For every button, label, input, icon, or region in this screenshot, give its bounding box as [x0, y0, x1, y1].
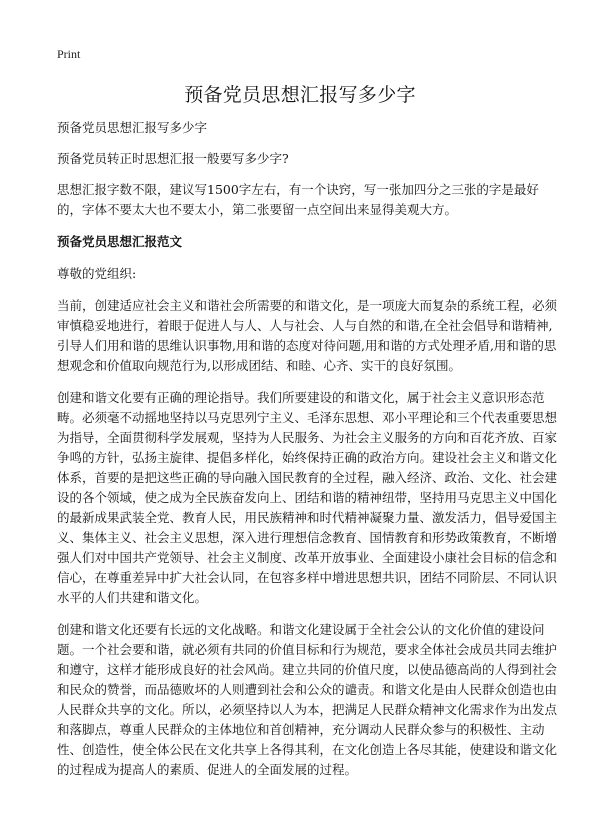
page-title: 预备党员思想汇报写多少字	[184, 84, 416, 106]
letter-greeting: 尊敬的党组织:	[57, 266, 137, 281]
paragraph-3: 创建和谐文化还要有长远的文化战略。和谐文化建设属于全社会公认的文化价值的建设问题。一个社会要和谐，就必须有共同的价值目标和行为规范，要求全体社会成员共同去维护和遵守，这样才能形成良好的社会风尚。建立共同的价值尺度，以使品德高尚的人得到社会和民众的赞誉，而品德败坏的人则遭到社会和公众的谴责。和谐文化是由人民群众创造也由人民群众共享的文化。所以，必须坚持以人为本，把满足人民群众精神文化需求作为出发点和落脚点，尊重人民群众的主体地位和首创精神，充分调动人民群众参与的积极性、主动性、创造性，使全体公民在文化共享上各得其利，在文化创造上各尽其能，使建设和谐文化的过程成为提高人的素质、促进人的全面发展的过程。	[57, 622, 558, 777]
article-body	[57, 118, 557, 792]
print-link[interactable]: Print	[57, 47, 81, 61]
paragraph-1: 当前，创建适应社会主义和谐社会所需要的和谐文化，是一项庞大而复杂的系统工程，必须审慎稳妥地进行，着眼于促进人与人、人与社会、人与自然的和谐,在全社会倡导和谐精神,引导人们用和谐的思维认识事物,用和谐的态度对待问题,用和谐的方式处理矛盾,用和谐的思想观念和价值取向规范行为,以形成团结、和睦、心齐、实干的良好氛围。	[57, 298, 558, 373]
article-answer: 思想汇报字数不限，建议写1500字左右，有一个诀窍，写一张加四分之三张的字是最好的，字体不要太大也不要太小，第二张要留一点空间出来显得美观大方。	[57, 182, 539, 217]
paragraph-2: 创建和谐文化要有正确的理论指导。我们所要建设的和谐文化，属于社会主义意识形态范畴。必须毫不动摇地坚持以马克思列宁主义、毛泽东思想、邓小平理论和三个代表重要思想为指导，全面贯彻科学发展观，坚持为人民服务、为社会主义服务的方向和百花齐放、百家争鸣的方针，弘扬主旋律、提倡多样化，始终保持正确的政治方向。建设社会主义和谐文化体系，首要的是把这些正确的导向融入国民教育的全过程，融入经济、政治、文化、社会建设的各个领域，使之成为全民族奋发向上、团结和谐的精神纽带，坚持用马克思主义中国化的最新成果武装全党、教育人民，用民族精神和时代精神凝聚力量、激发活力，倡导爱国主义、集体主义、社会主义思想，深入进行理想信念教育、国情教育和形势政策教育，不断增强人们对中国共产党领导、社会主义制度、改革开放事业、全面建设小康社会目标的信念和信心，在尊重差异中扩大社会认同，在包容多样中增进思想共识，团结不同阶层、不同认识水平的人们共建和谐文化。	[57, 390, 558, 605]
article-question: 预备党员转正时思想汇报一般要写多少字?	[57, 151, 289, 166]
article-subtitle: 预备党员思想汇报写多少字	[57, 120, 208, 135]
section-heading: 预备党员思想汇报范文	[57, 234, 183, 249]
